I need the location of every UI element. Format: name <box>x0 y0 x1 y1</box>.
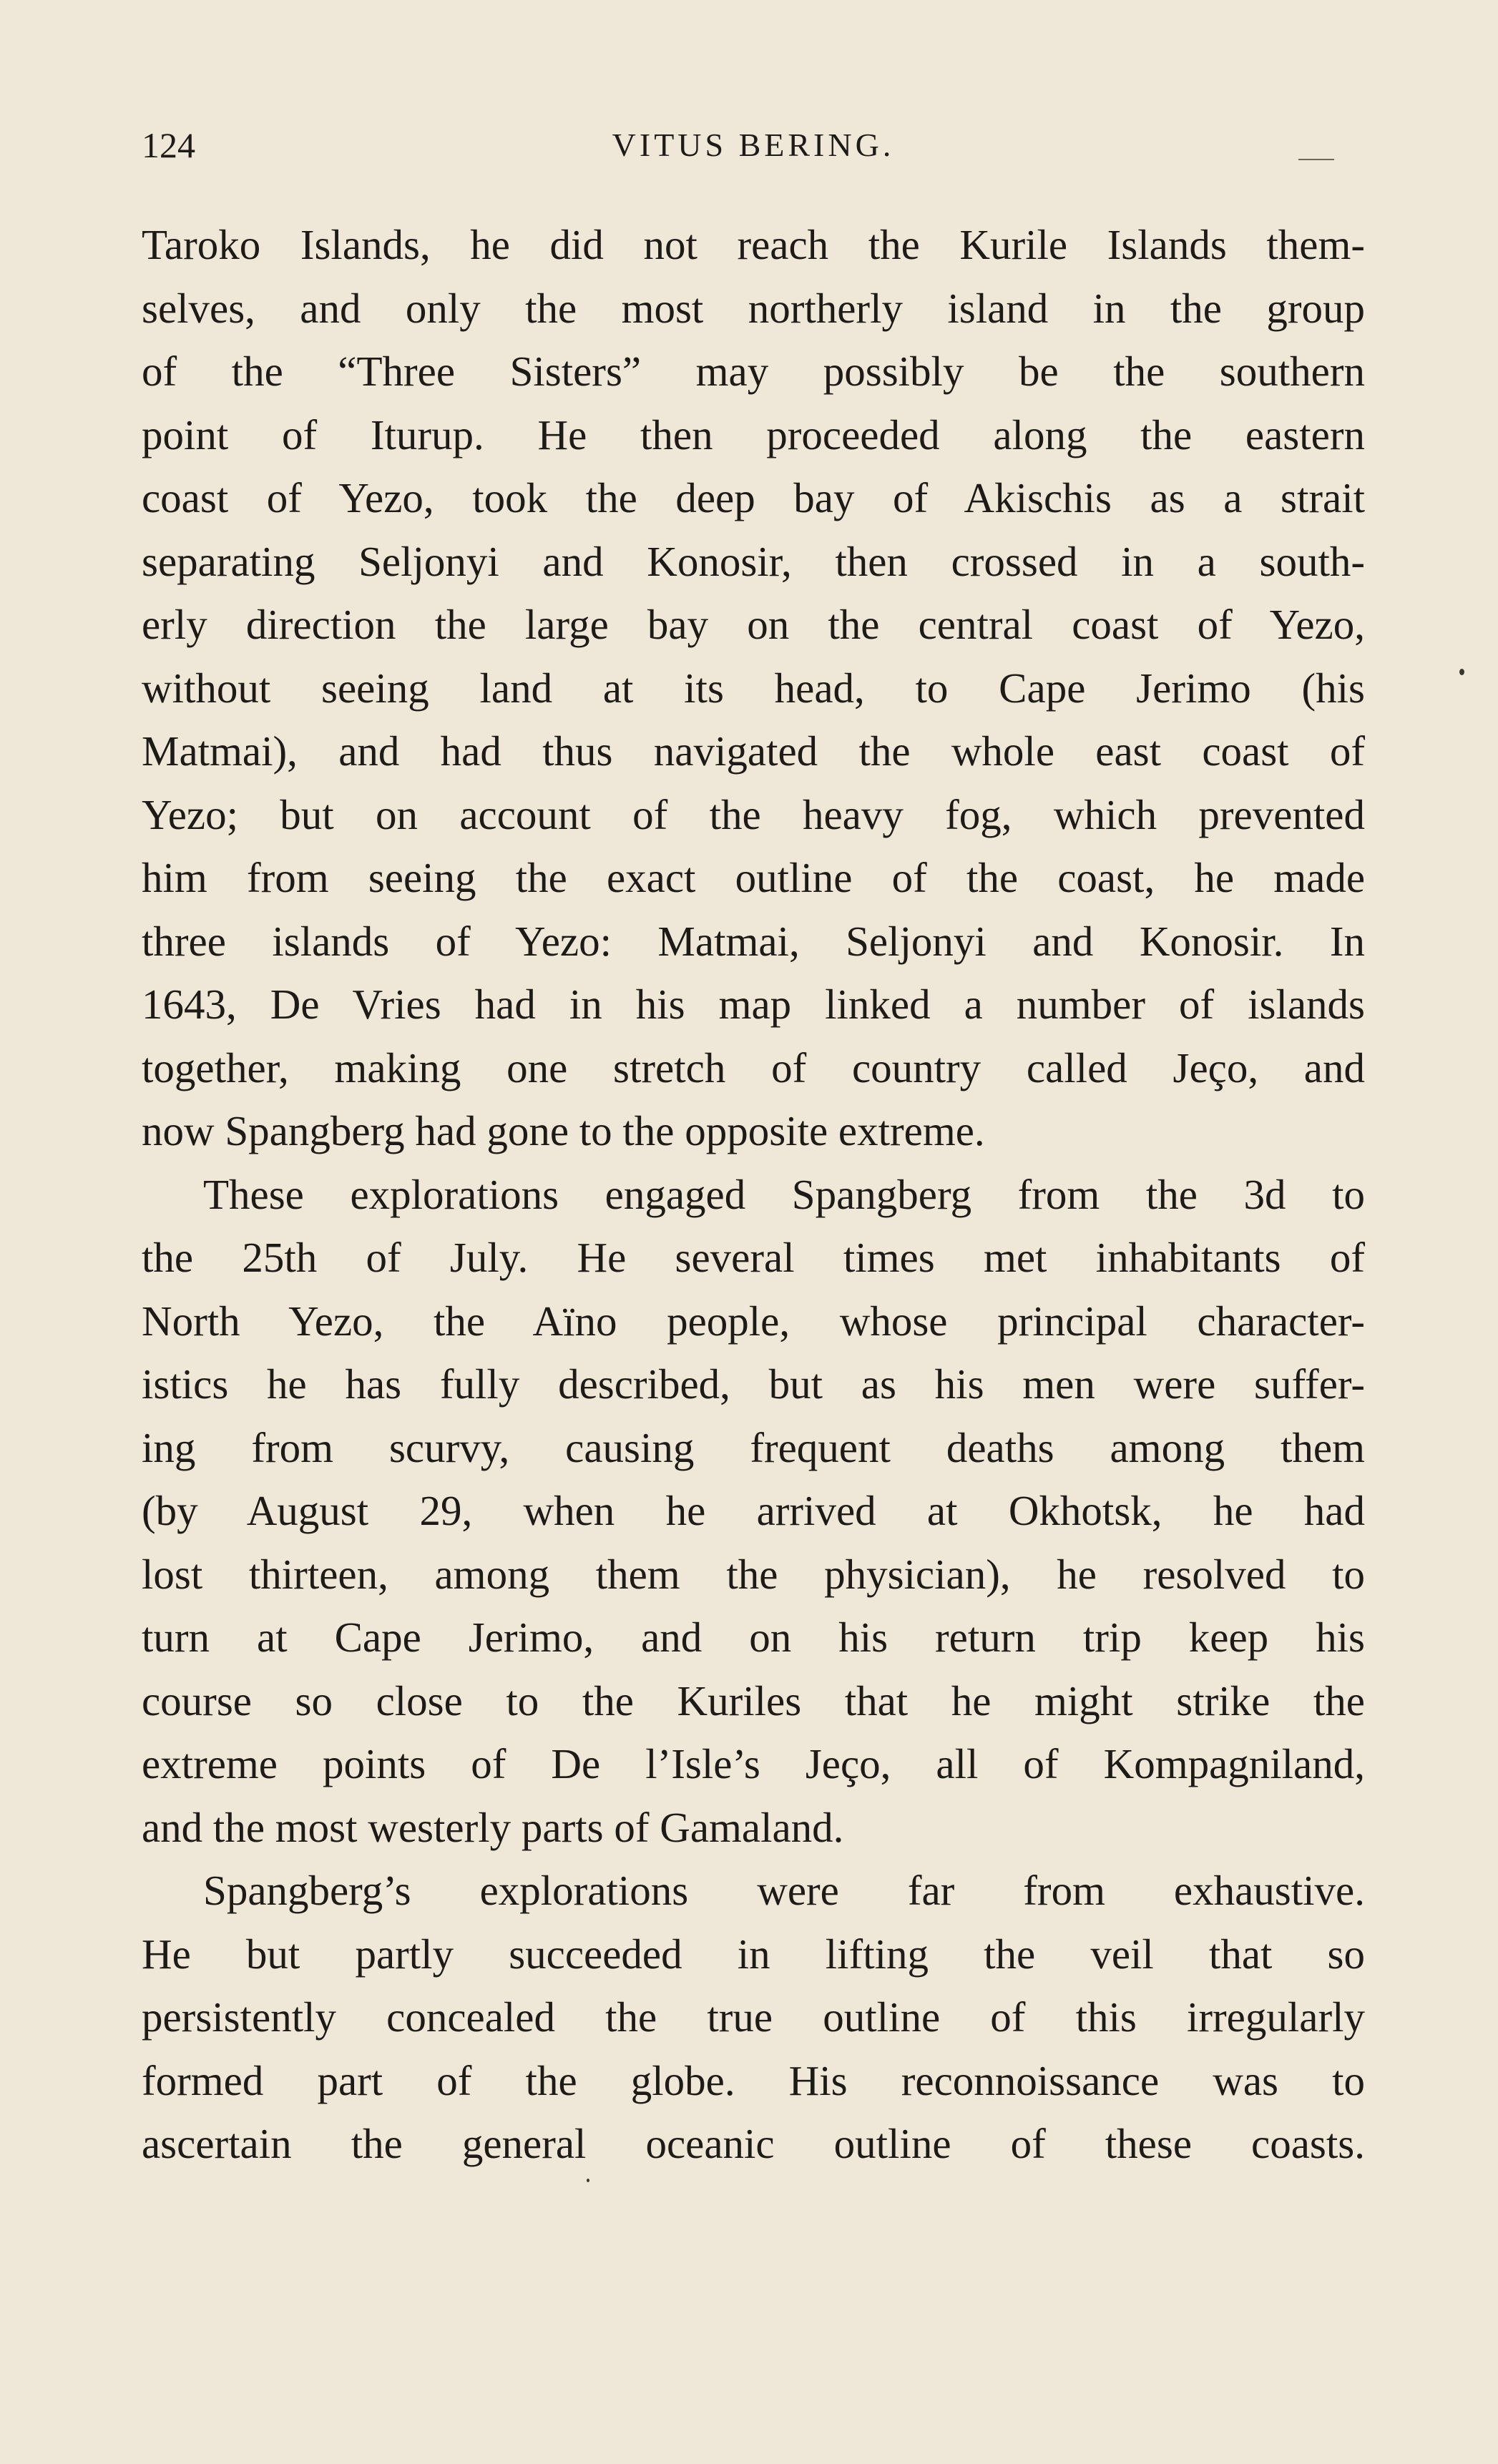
ink-speck <box>1459 669 1464 675</box>
text-line: Matmai), and had thus navigated the whole east coast of <box>142 727 1365 775</box>
text-line: North Yezo, the Aïno people, whose principal character- <box>142 1297 1365 1345</box>
body-text <box>142 213 1365 2176</box>
text-line: 1643, De Vries had in his map linked a number of islands <box>142 981 1365 1028</box>
text-line: without seeing land at its head, to Cape Jerimo (his <box>142 664 1365 712</box>
text-line: Taroko Islands, he did not reach the Kurile Islands them- <box>142 221 1365 268</box>
text-line: formed part of the globe. His reconnoissance was to <box>142 2056 1365 2104</box>
text-line: lost thirteen, among them the physician), he resolved to <box>142 1550 1365 1598</box>
corner-mark <box>1298 159 1334 160</box>
text-line: These explorations engaged Spangberg from the 3d to <box>203 1170 1365 1218</box>
text-line: now Spangberg had gone to the opposite extreme. <box>142 1107 985 1154</box>
text-line: turn at Cape Jerimo, and on his return trip keep his <box>142 1614 1365 1661</box>
text-line: He but partly succeeded in lifting the veil that so <box>142 1930 1365 1978</box>
text-line: ascertain the general oceanic outline of these coasts. <box>142 2120 1365 2167</box>
text-line: ing from scurvy, causing frequent deaths among them <box>142 1423 1365 1471</box>
text-line: extreme points of De l’Isle’s Jeço, all of Kompagniland, <box>142 1740 1365 1787</box>
text-line: him from seeing the exact outline of the coast, he made <box>142 854 1365 901</box>
text-line: selves, and only the most northerly island in the group <box>142 284 1365 332</box>
page-number: 124 <box>142 125 195 165</box>
text-line: persistently concealed the true outline of this irregularly <box>142 1993 1365 2041</box>
text-line: the 25th of July. He several times met inhabitants of <box>142 1234 1365 1281</box>
text-line: coast of Yezo, took the deep bay of Akischis as a strait <box>142 474 1365 521</box>
text-line: (by August 29, when he arrived at Okhotsk, he had <box>142 1487 1365 1534</box>
ink-speck <box>587 2179 589 2182</box>
text-line: Yezo; but on account of the heavy fog, which prevented <box>142 790 1365 838</box>
text-line: course so close to the Kuriles that he might strike the <box>142 1677 1365 1724</box>
text-line: of the “Three Sisters” may possibly be the southern <box>142 348 1365 395</box>
running-head <box>142 120 1365 170</box>
text-line: Spangberg’s explorations were far from exhaustive. <box>203 1867 1365 1914</box>
text-line: erly direction the large bay on the central coast of Yezo, <box>142 601 1365 648</box>
text-line: point of Iturup. He then proceeded along the eastern <box>142 411 1365 458</box>
text-line: and the most westerly parts of Gamaland. <box>142 1803 844 1851</box>
text-line: separating Seljonyi and Konosir, then crossed in a south- <box>142 537 1365 585</box>
text-line: istics he has fully described, but as his men were suffer- <box>142 1360 1365 1408</box>
text-line: together, making one stretch of country called Jeço, and <box>142 1044 1365 1091</box>
text-line: three islands of Yezo: Matmai, Seljonyi and Konosir. In <box>142 917 1365 965</box>
running-title: VITUS BERING. <box>612 127 895 163</box>
